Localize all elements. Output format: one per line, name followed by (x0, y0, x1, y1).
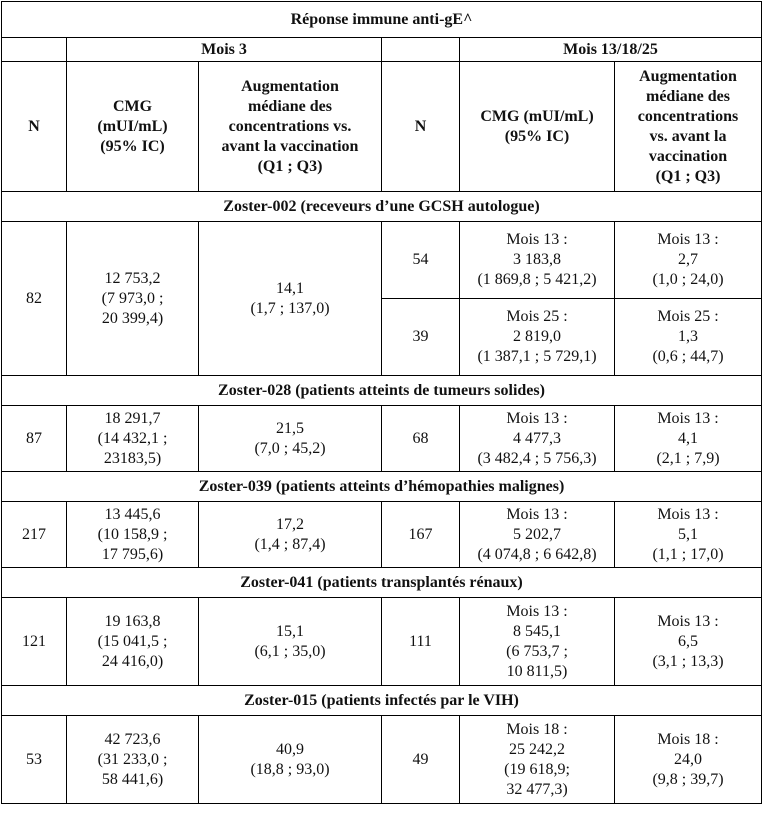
cell-n: 121 (2, 598, 67, 686)
header-cmg-mois3: CMG (mUI/mL) (95% IC) (67, 62, 199, 192)
cell-augmentation-late: Mois 13 : 4,1 (2,1 ; 7,9) (615, 406, 762, 472)
cell-cmg: 19 163,8 (15 041,5 ; 24 416,0) (67, 598, 199, 686)
header-augmentation-mois3: Augmentation médiane des concentrations vs. avant la vaccination (Q1 ; Q3) (199, 62, 382, 192)
cell-n-late: 54 (382, 222, 460, 299)
section-title: Zoster-041 (patients transplantés rénaux) (2, 568, 762, 598)
header-augmentation-late: Augmentation médiane des concentrations vs. avant la vaccination (Q1 ; Q3) (615, 62, 762, 192)
cell-n: 53 (2, 716, 67, 804)
cell-cmg: 13 445,6 (10 158,9 ; 17 795,6) (67, 502, 199, 568)
section-title: Zoster-002 (receveurs d’une GCSH autologue) (2, 192, 762, 222)
cell-n-late: 68 (382, 406, 460, 472)
section-title: Zoster-028 (patients atteints de tumeurs solides) (2, 376, 762, 406)
header-empty-cell (382, 38, 460, 62)
cell-augmentation: 15,1 (6,1 ; 35,0) (199, 598, 382, 686)
cell-augmentation: 40,9 (18,8 ; 93,0) (199, 716, 382, 804)
cell-n-late: 167 (382, 502, 460, 568)
cell-n-late: 111 (382, 598, 460, 686)
cell-n-late: 49 (382, 716, 460, 804)
cell-cmg-late: Mois 13 : 8 545,1 (6 753,7 ; 10 811,5) (460, 598, 615, 686)
header-mois-3: Mois 3 (67, 38, 382, 62)
cell-augmentation-late: Mois 13 : 2,7 (1,0 ; 24,0) (615, 222, 762, 299)
table-title: Réponse immune anti-gE^ (2, 2, 762, 38)
header-n-mois3: N (2, 62, 67, 192)
cell-cmg: 12 753,2 (7 973,0 ; 20 399,4) (67, 222, 199, 376)
cell-augmentation-late: Mois 18 : 24,0 (9,8 ; 39,7) (615, 716, 762, 804)
header-n-late: N (382, 62, 460, 192)
cell-cmg-late: Mois 25 : 2 819,0 (1 387,1 ; 5 729,1) (460, 299, 615, 376)
section-title: Zoster-039 (patients atteints d’hémopathies malignes) (2, 472, 762, 502)
immune-response-table (1, 1, 762, 804)
cell-n: 217 (2, 502, 67, 568)
cell-augmentation-late: Mois 13 : 5,1 (1,1 ; 17,0) (615, 502, 762, 568)
header-cmg-late: CMG (mUI/mL) (95% IC) (460, 62, 615, 192)
cell-augmentation-late: Mois 13 : 6,5 (3,1 ; 13,3) (615, 598, 762, 686)
cell-augmentation: 17,2 (1,4 ; 87,4) (199, 502, 382, 568)
header-mois-13-18-25: Mois 13/18/25 (460, 38, 762, 62)
cell-augmentation: 21,5 (7,0 ; 45,2) (199, 406, 382, 472)
cell-n: 82 (2, 222, 67, 376)
cell-cmg-late: Mois 13 : 3 183,8 (1 869,8 ; 5 421,2) (460, 222, 615, 299)
cell-augmentation-late: Mois 25 : 1,3 (0,6 ; 44,7) (615, 299, 762, 376)
cell-cmg: 18 291,7 (14 432,1 ; 23183,5) (67, 406, 199, 472)
cell-cmg: 42 723,6 (31 233,0 ; 58 441,6) (67, 716, 199, 804)
cell-augmentation: 14,1 (1,7 ; 137,0) (199, 222, 382, 376)
section-title: Zoster-015 (patients infectés par le VIH) (2, 686, 762, 716)
cell-cmg-late: Mois 18 : 25 242,2 (19 618,9; 32 477,3) (460, 716, 615, 804)
cell-cmg-late: Mois 13 : 5 202,7 (4 074,8 ; 6 642,8) (460, 502, 615, 568)
cell-n-late: 39 (382, 299, 460, 376)
cell-n: 87 (2, 406, 67, 472)
cell-cmg-late: Mois 13 : 4 477,3 (3 482,4 ; 5 756,3) (460, 406, 615, 472)
header-empty-cell (2, 38, 67, 62)
